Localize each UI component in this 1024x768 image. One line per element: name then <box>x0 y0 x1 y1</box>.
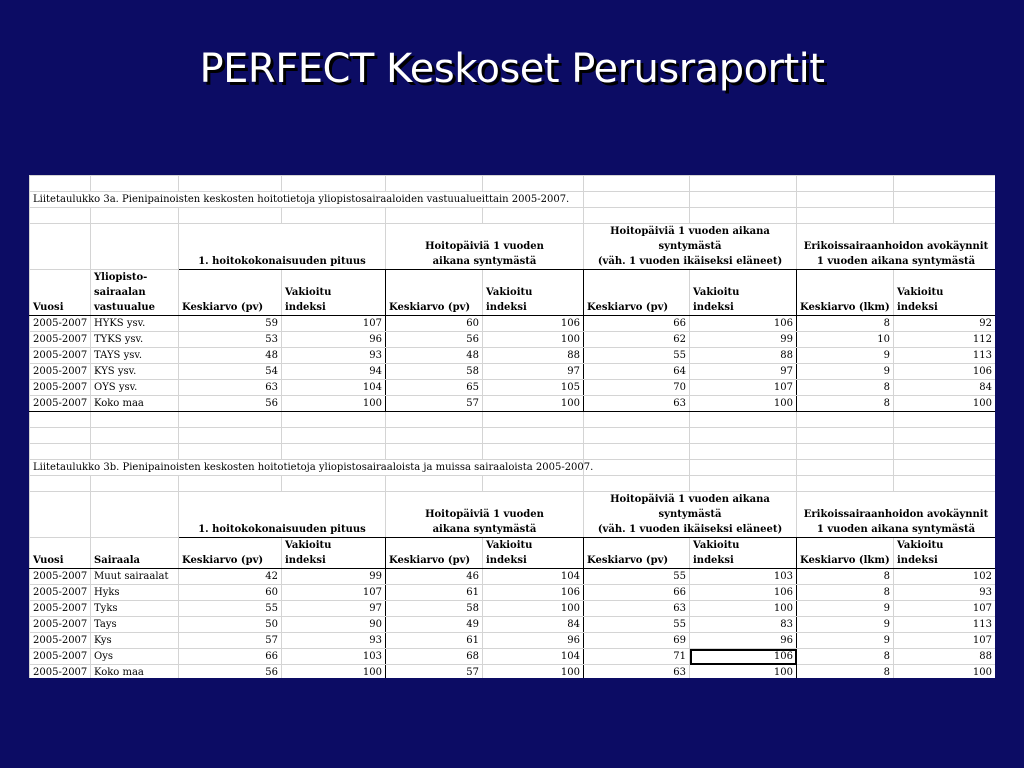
empty-cell[interactable] <box>91 412 179 428</box>
value-cell[interactable]: 97 <box>282 601 386 617</box>
value-cell[interactable]: 99 <box>282 569 386 585</box>
empty-cell[interactable] <box>690 444 797 460</box>
table-row <box>30 649 996 665</box>
empty-cell[interactable] <box>282 428 386 444</box>
empty-cell[interactable] <box>30 428 91 444</box>
table-a-sub-header-6[interactable]: Vakioitu indeksi <box>690 270 797 316</box>
empty-cell[interactable] <box>30 444 91 460</box>
empty-cell[interactable] <box>386 428 483 444</box>
value-cell[interactable]: 93 <box>282 633 386 649</box>
value-cell[interactable]: 55 <box>179 601 282 617</box>
value-cell[interactable]: 96 <box>282 332 386 348</box>
value-cell[interactable]: 107 <box>894 633 996 649</box>
table-row <box>30 633 996 649</box>
value-cell[interactable]: 100 <box>894 665 996 679</box>
empty-cell[interactable] <box>91 476 179 492</box>
name-cell[interactable]: Oys <box>91 649 179 665</box>
empty-cell[interactable] <box>30 224 91 270</box>
table-b-sub-header-8[interactable]: Vakioitu indeksi <box>894 538 996 569</box>
empty-cell[interactable] <box>30 492 91 538</box>
empty-cell[interactable] <box>179 476 282 492</box>
empty-cell[interactable] <box>894 412 996 428</box>
year-cell[interactable]: 2005-2007 <box>30 364 91 380</box>
table-b-sub-header-row <box>30 538 996 569</box>
value-cell[interactable]: 9 <box>797 633 894 649</box>
empty-cell[interactable] <box>584 192 690 208</box>
empty-cell[interactable] <box>797 192 894 208</box>
empty-cell[interactable] <box>30 476 91 492</box>
empty-cell[interactable] <box>179 444 282 460</box>
value-cell[interactable]: 8 <box>797 396 894 412</box>
empty-cell[interactable] <box>584 176 690 192</box>
value-cell[interactable]: 113 <box>894 617 996 633</box>
value-cell[interactable]: 88 <box>483 348 584 364</box>
name-cell[interactable]: KYS ysv. <box>91 364 179 380</box>
value-cell[interactable]: 8 <box>797 316 894 332</box>
empty-cell[interactable] <box>179 176 282 192</box>
value-cell[interactable]: 61 <box>386 633 483 649</box>
table-a-sub-header-5[interactable]: Keskiarvo (pv) <box>584 270 690 316</box>
empty-cell[interactable] <box>386 208 483 224</box>
empty-cell[interactable] <box>91 492 179 538</box>
empty-cell[interactable] <box>797 444 894 460</box>
table-b-sub-header-7[interactable]: Keskiarvo (lkm) <box>797 538 894 569</box>
value-cell[interactable]: 9 <box>797 617 894 633</box>
year-cell[interactable]: 2005-2007 <box>30 665 91 679</box>
value-cell[interactable]: 93 <box>894 585 996 601</box>
value-cell[interactable]: 46 <box>386 569 483 585</box>
value-cell[interactable]: 90 <box>282 617 386 633</box>
table-b-sub-header-6[interactable]: Vakioitu indeksi <box>690 538 797 569</box>
value-cell[interactable]: 83 <box>690 617 797 633</box>
table-row <box>30 348 996 364</box>
empty-cell[interactable] <box>894 444 996 460</box>
empty-cell[interactable] <box>690 476 797 492</box>
year-cell[interactable]: 2005-2007 <box>30 380 91 396</box>
table-b-sub-header-5[interactable]: Keskiarvo (pv) <box>584 538 690 569</box>
empty-cell[interactable] <box>894 460 996 476</box>
name-cell[interactable]: Tays <box>91 617 179 633</box>
empty-row <box>30 444 996 460</box>
empty-cell[interactable] <box>386 476 483 492</box>
empty-cell[interactable] <box>797 460 894 476</box>
empty-cell[interactable] <box>386 412 483 428</box>
value-cell[interactable]: 63 <box>179 380 282 396</box>
value-cell[interactable]: 63 <box>584 396 690 412</box>
empty-cell[interactable] <box>483 412 584 428</box>
empty-cell[interactable] <box>690 460 797 476</box>
value-cell[interactable]: 100 <box>690 396 797 412</box>
value-cell[interactable]: 92 <box>894 316 996 332</box>
empty-cell[interactable] <box>30 176 91 192</box>
empty-cell[interactable] <box>483 176 584 192</box>
table-row <box>30 665 996 679</box>
empty-cell[interactable] <box>282 208 386 224</box>
value-cell[interactable]: 100 <box>483 601 584 617</box>
value-cell[interactable]: 9 <box>797 364 894 380</box>
empty-cell[interactable] <box>179 412 282 428</box>
value-cell[interactable]: 102 <box>894 569 996 585</box>
table-b-sub-header-2[interactable]: Vakioitu indeksi <box>282 538 386 569</box>
value-cell[interactable]: 84 <box>894 380 996 396</box>
value-cell[interactable]: 113 <box>894 348 996 364</box>
value-cell[interactable]: 107 <box>282 585 386 601</box>
value-cell[interactable]: 69 <box>584 633 690 649</box>
value-cell[interactable]: 94 <box>282 364 386 380</box>
value-cell[interactable]: 100 <box>894 396 996 412</box>
empty-row <box>30 208 996 224</box>
value-cell[interactable]: 42 <box>179 569 282 585</box>
value-cell[interactable]: 106 <box>894 364 996 380</box>
value-cell[interactable]: 56 <box>179 396 282 412</box>
table-b-group-header-4[interactable]: Erikoissairaanhoidon avokäynnit 1 vuoden aikana syntymästä <box>797 492 996 538</box>
value-cell[interactable]: 10 <box>797 332 894 348</box>
value-cell[interactable]: 84 <box>483 617 584 633</box>
empty-cell[interactable] <box>91 208 179 224</box>
empty-cell[interactable] <box>483 428 584 444</box>
value-cell[interactable]: 104 <box>483 569 584 585</box>
value-cell[interactable]: 56 <box>386 332 483 348</box>
year-cell[interactable]: 2005-2007 <box>30 601 91 617</box>
empty-cell[interactable] <box>30 412 91 428</box>
empty-cell[interactable] <box>386 444 483 460</box>
table-a-sub-header-8[interactable]: Vakioitu indeksi <box>894 270 996 316</box>
value-cell[interactable]: 60 <box>179 585 282 601</box>
year-cell[interactable]: 2005-2007 <box>30 569 91 585</box>
value-cell[interactable]: 58 <box>386 601 483 617</box>
empty-cell[interactable] <box>797 176 894 192</box>
value-cell[interactable]: 55 <box>584 617 690 633</box>
value-cell[interactable]: 49 <box>386 617 483 633</box>
year-cell[interactable]: 2005-2007 <box>30 617 91 633</box>
empty-cell[interactable] <box>690 208 797 224</box>
table-b-sub-header-3[interactable]: Keskiarvo (pv) <box>386 538 483 569</box>
value-cell[interactable]: 55 <box>584 348 690 364</box>
value-cell[interactable]: 106 <box>690 316 797 332</box>
value-cell[interactable]: 112 <box>894 332 996 348</box>
value-cell[interactable]: 104 <box>282 380 386 396</box>
table-a-sub-header-1[interactable]: Keskiarvo (pv) <box>179 270 282 316</box>
value-cell[interactable]: 96 <box>483 633 584 649</box>
empty-cell[interactable] <box>584 428 690 444</box>
table-a-group-header-3[interactable]: Hoitopäiviä 1 vuoden aikana syntymästä (väh. 1 vuoden ikäiseksi eläneet) <box>584 224 797 270</box>
value-cell[interactable]: 100 <box>282 665 386 679</box>
value-cell[interactable]: 104 <box>483 649 584 665</box>
value-cell[interactable]: 97 <box>483 364 584 380</box>
value-cell[interactable]: 48 <box>386 348 483 364</box>
empty-cell[interactable] <box>91 444 179 460</box>
value-cell[interactable]: 8 <box>797 649 894 665</box>
value-cell[interactable]: 106 <box>483 316 584 332</box>
empty-cell[interactable] <box>690 428 797 444</box>
empty-cell[interactable] <box>690 412 797 428</box>
value-cell[interactable]: 107 <box>282 316 386 332</box>
value-cell[interactable]: 57 <box>179 633 282 649</box>
table-a-caption[interactable]: Liitetaulukko 3a. Pienipainoisten keskosten hoitotietoja yliopistosairaaloiden vastuualueittain 2005-2007. <box>30 192 584 208</box>
year-cell[interactable]: 2005-2007 <box>30 396 91 412</box>
value-cell[interactable]: 8 <box>797 585 894 601</box>
table-row <box>30 396 996 412</box>
name-cell[interactable]: TYKS ysv. <box>91 332 179 348</box>
value-cell[interactable]: 106 <box>483 585 584 601</box>
value-cell[interactable]: 60 <box>386 316 483 332</box>
value-cell[interactable]: 8 <box>797 380 894 396</box>
value-cell[interactable]: 100 <box>483 396 584 412</box>
table-b-group-header-row <box>30 492 996 538</box>
name-cell[interactable]: Muut sairaalat <box>91 569 179 585</box>
value-cell[interactable]: 107 <box>894 601 996 617</box>
empty-cell[interactable] <box>282 444 386 460</box>
table-b-header-vuosi[interactable]: Vuosi <box>30 538 91 569</box>
table-a-group-header-row <box>30 224 996 270</box>
value-cell[interactable]: 100 <box>483 332 584 348</box>
empty-cell[interactable] <box>797 208 894 224</box>
empty-cell[interactable] <box>179 208 282 224</box>
empty-cell[interactable] <box>282 412 386 428</box>
value-cell[interactable]: 100 <box>690 665 797 679</box>
name-cell[interactable]: Kys <box>91 633 179 649</box>
value-cell[interactable]: 66 <box>584 585 690 601</box>
table-a-group-header-1[interactable]: 1. hoitokokonaisuuden pituus <box>179 224 386 270</box>
value-cell[interactable]: 103 <box>282 649 386 665</box>
value-cell[interactable]: 54 <box>179 364 282 380</box>
value-cell[interactable]: 53 <box>179 332 282 348</box>
value-cell[interactable]: 88 <box>894 649 996 665</box>
value-cell[interactable]: 62 <box>584 332 690 348</box>
spreadsheet-grid <box>29 175 995 678</box>
name-cell[interactable]: Koko maa <box>91 665 179 679</box>
value-cell[interactable]: 63 <box>584 665 690 679</box>
table-b-group-header-3[interactable]: Hoitopäiviä 1 vuoden aikana syntymästä (väh. 1 vuoden ikäiseksi eläneet) <box>584 492 797 538</box>
table-b-group-header-2[interactable]: Hoitopäiviä 1 vuoden aikana syntymästä <box>386 492 584 538</box>
table-row <box>30 380 996 396</box>
table-row <box>30 316 996 332</box>
empty-cell[interactable] <box>282 176 386 192</box>
value-cell[interactable]: 106 <box>690 649 797 665</box>
table-row <box>30 585 996 601</box>
empty-cell[interactable] <box>282 476 386 492</box>
table-a-group-header-4[interactable]: Erikoissairaanhoidon avokäynnit 1 vuoden aikana syntymästä <box>797 224 996 270</box>
table-b-sub-header-1[interactable]: Keskiarvo (pv) <box>179 538 282 569</box>
table-row <box>30 569 996 585</box>
spreadsheet[interactable] <box>29 175 995 678</box>
value-cell[interactable]: 57 <box>386 665 483 679</box>
value-cell[interactable]: 50 <box>179 617 282 633</box>
table-row <box>30 617 996 633</box>
empty-row <box>30 476 996 492</box>
name-cell[interactable]: TAYS ysv. <box>91 348 179 364</box>
empty-cell[interactable] <box>584 460 690 476</box>
year-cell[interactable]: 2005-2007 <box>30 316 91 332</box>
empty-cell[interactable] <box>584 444 690 460</box>
value-cell[interactable]: 65 <box>386 380 483 396</box>
year-cell[interactable]: 2005-2007 <box>30 649 91 665</box>
table-a-header-area[interactable]: Yliopisto- sairaalan vastuualue <box>91 270 179 316</box>
value-cell[interactable]: 100 <box>282 396 386 412</box>
value-cell[interactable]: 9 <box>797 348 894 364</box>
table-a-sub-header-3[interactable]: Keskiarvo (pv) <box>386 270 483 316</box>
table-a-header-vuosi[interactable]: Vuosi <box>30 270 91 316</box>
empty-cell[interactable] <box>584 412 690 428</box>
value-cell[interactable]: 66 <box>584 316 690 332</box>
value-cell[interactable]: 59 <box>179 316 282 332</box>
empty-cell[interactable] <box>690 176 797 192</box>
empty-cell[interactable] <box>584 476 690 492</box>
table-b-sub-header-4[interactable]: Vakioitu indeksi <box>483 538 584 569</box>
value-cell[interactable]: 64 <box>584 364 690 380</box>
empty-row <box>30 176 996 192</box>
empty-row <box>30 428 996 444</box>
value-cell[interactable]: 8 <box>797 665 894 679</box>
value-cell[interactable]: 93 <box>282 348 386 364</box>
table-b-header-area[interactable]: Sairaala <box>91 538 179 569</box>
empty-cell[interactable] <box>91 176 179 192</box>
year-cell[interactable]: 2005-2007 <box>30 633 91 649</box>
value-cell[interactable]: 96 <box>690 633 797 649</box>
empty-cell[interactable] <box>483 476 584 492</box>
empty-cell[interactable] <box>797 412 894 428</box>
value-cell[interactable]: 9 <box>797 601 894 617</box>
value-cell[interactable]: 107 <box>690 380 797 396</box>
name-cell[interactable]: Koko maa <box>91 396 179 412</box>
empty-cell[interactable] <box>894 192 996 208</box>
value-cell[interactable]: 100 <box>483 665 584 679</box>
table-b-group-header-1[interactable]: 1. hoitokokonaisuuden pituus <box>179 492 386 538</box>
value-cell[interactable]: 55 <box>584 569 690 585</box>
value-cell[interactable]: 106 <box>690 585 797 601</box>
value-cell[interactable]: 100 <box>690 601 797 617</box>
table-a-group-header-2[interactable]: Hoitopäiviä 1 vuoden aikana syntymästä <box>386 224 584 270</box>
empty-cell[interactable] <box>584 208 690 224</box>
name-cell[interactable]: Tyks <box>91 601 179 617</box>
slide-title: PERFECT Keskoset Perusraportit <box>199 46 825 92</box>
value-cell[interactable]: 70 <box>584 380 690 396</box>
value-cell[interactable]: 57 <box>386 396 483 412</box>
empty-cell[interactable] <box>483 444 584 460</box>
value-cell[interactable]: 105 <box>483 380 584 396</box>
table-row <box>30 601 996 617</box>
value-cell[interactable]: 97 <box>690 364 797 380</box>
empty-cell[interactable] <box>894 428 996 444</box>
empty-cell[interactable] <box>894 208 996 224</box>
value-cell[interactable]: 8 <box>797 569 894 585</box>
value-cell[interactable]: 63 <box>584 601 690 617</box>
empty-cell[interactable] <box>179 428 282 444</box>
table-b-caption-row <box>30 460 996 476</box>
empty-cell[interactable] <box>30 208 91 224</box>
empty-cell[interactable] <box>894 176 996 192</box>
value-cell[interactable]: 68 <box>386 649 483 665</box>
empty-cell[interactable] <box>91 428 179 444</box>
empty-cell[interactable] <box>386 176 483 192</box>
table-a-sub-header-row <box>30 270 996 316</box>
empty-cell[interactable] <box>797 428 894 444</box>
table-row <box>30 364 996 380</box>
empty-cell[interactable] <box>894 476 996 492</box>
empty-cell[interactable] <box>690 192 797 208</box>
value-cell[interactable]: 71 <box>584 649 690 665</box>
name-cell[interactable]: HYKS ysv. <box>91 316 179 332</box>
value-cell[interactable]: 66 <box>179 649 282 665</box>
year-cell[interactable]: 2005-2007 <box>30 585 91 601</box>
table-a-sub-header-2[interactable]: Vakioitu indeksi <box>282 270 386 316</box>
table-a-sub-header-7[interactable]: Keskiarvo (lkm) <box>797 270 894 316</box>
name-cell[interactable]: Hyks <box>91 585 179 601</box>
value-cell[interactable]: 48 <box>179 348 282 364</box>
table-b-caption[interactable]: Liitetaulukko 3b. Pienipainoisten keskosten hoitotietoja yliopistosairaaloista ja muissa sairaaloista 2005-2007. <box>30 460 584 476</box>
table-a-sub-header-4[interactable]: Vakioitu indeksi <box>483 270 584 316</box>
year-cell[interactable]: 2005-2007 <box>30 332 91 348</box>
empty-cell[interactable] <box>483 208 584 224</box>
empty-cell[interactable] <box>91 224 179 270</box>
value-cell[interactable]: 99 <box>690 332 797 348</box>
empty-row <box>30 412 996 428</box>
name-cell[interactable]: OYS ysv. <box>91 380 179 396</box>
year-cell[interactable]: 2005-2007 <box>30 348 91 364</box>
value-cell[interactable]: 88 <box>690 348 797 364</box>
table-row <box>30 332 996 348</box>
value-cell[interactable]: 61 <box>386 585 483 601</box>
empty-cell[interactable] <box>797 476 894 492</box>
value-cell[interactable]: 58 <box>386 364 483 380</box>
table-a-caption-row <box>30 192 996 208</box>
value-cell[interactable]: 103 <box>690 569 797 585</box>
value-cell[interactable]: 56 <box>179 665 282 679</box>
